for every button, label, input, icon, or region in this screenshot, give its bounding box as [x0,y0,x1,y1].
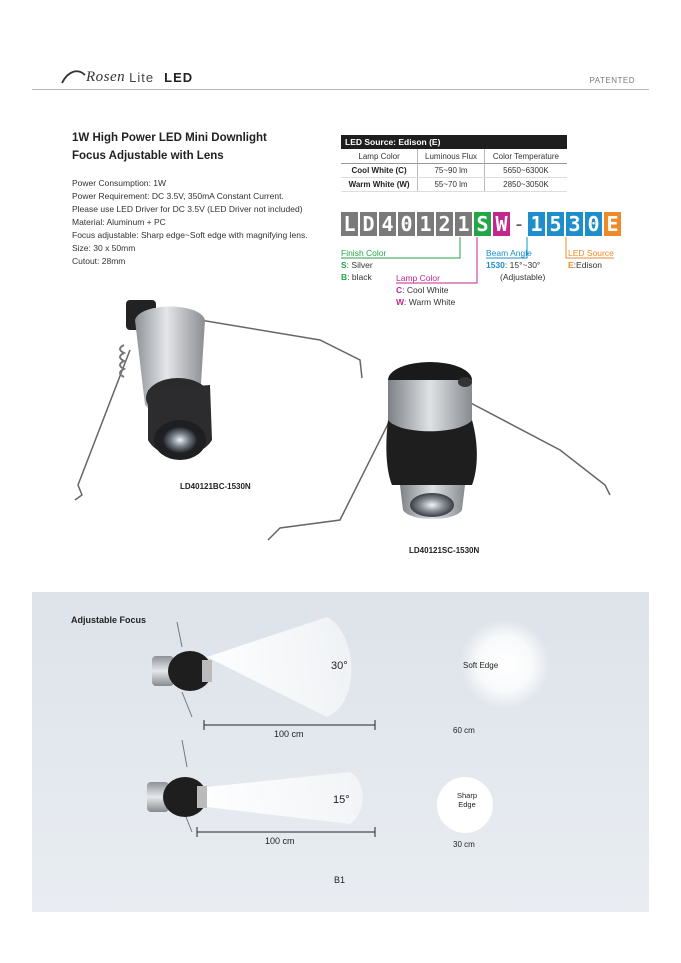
code-dash: - [512,212,526,236]
code-char: 2 [436,212,453,236]
led-source-table [341,135,567,192]
spec-line: Size: 30 x 50mm [72,243,136,253]
code-char-source: E [604,212,621,236]
code-char-beam: 1 [528,212,545,236]
black-downlight-image [260,350,630,550]
page-number: B1 [334,875,346,885]
finish-color-legend: Finish Color S: Silver B: black [341,248,387,282]
distance-label: 100 cm [265,836,295,846]
code-char-lamp: W [493,212,510,236]
led-mark: LED [164,69,194,85]
beam-angle-label: 30° [331,660,348,672]
product-title: 1W High Power LED Mini Downlight Focus Adjustable with Lens [72,132,267,162]
model-code [341,212,623,236]
code-char: 4 [379,212,396,236]
code-char: D [360,212,377,236]
spec-line: Material: Aluminum + PC [72,217,166,227]
spec-line: Focus adjustable: Sharp edge~Soft edge with magnifying lens. [72,230,308,240]
table-row: Cool White (C) 75~90 lm 5650~6300K [341,164,567,178]
beam-angle-label: 15° [333,794,350,806]
lamp-color-legend: Lamp Color C: Cool White W: Warm White [396,273,456,307]
spec-line: Cutout: 28mm [72,256,126,266]
product-label: LD40121SC-1530N [409,546,480,555]
patented-label: PATENTED [589,76,635,85]
logo-swoosh-icon [60,69,86,85]
column-header: Color Temperature [484,149,567,164]
panel-title: Adjustable Focus [71,615,147,625]
code-char-beam: 5 [547,212,564,236]
edge-label: Soft Edge [463,661,499,670]
code-char: 0 [398,212,415,236]
spec-line: Power Requirement: DC 3.5V, 350mA Constant Current. [72,191,284,201]
code-char-finish: S [474,212,491,236]
focus-diagram [32,592,649,912]
code-char: 1 [417,212,434,236]
brand-suffix: Lite [129,69,155,85]
brand-name: Rosen [86,68,126,85]
spec-line: Power Consumption: 1W [72,178,167,188]
table-title: LED Source: Edison (E) [341,135,567,149]
spec-line: Please use LED Driver for DC 3.5V (LED Driver not included) [72,204,303,214]
table-row: Warm White (W) 55~70 lm 2850~3050K [341,178,567,192]
code-char-beam: 0 [585,212,602,236]
beam-angle-legend: Beam Angle 1530: 15°~30° (Adjustable) [486,248,546,282]
led-source-legend: LED Source E:Edison [568,248,614,270]
header-divider [32,89,649,90]
brand-logo [60,66,193,88]
spot-size-label: 30 cm [453,840,475,849]
spec-list [72,177,308,268]
distance-label: 100 cm [274,729,304,739]
code-char: L [341,212,358,236]
column-header: Luminous Flux [418,149,485,164]
code-char: 1 [455,212,472,236]
product-label: LD40121BC-1530N [180,482,251,491]
code-char-beam: 3 [566,212,583,236]
edge-label: Sharp Edge [456,791,477,809]
spot-size-label: 60 cm [453,726,475,735]
column-header: Lamp Color [341,149,418,164]
